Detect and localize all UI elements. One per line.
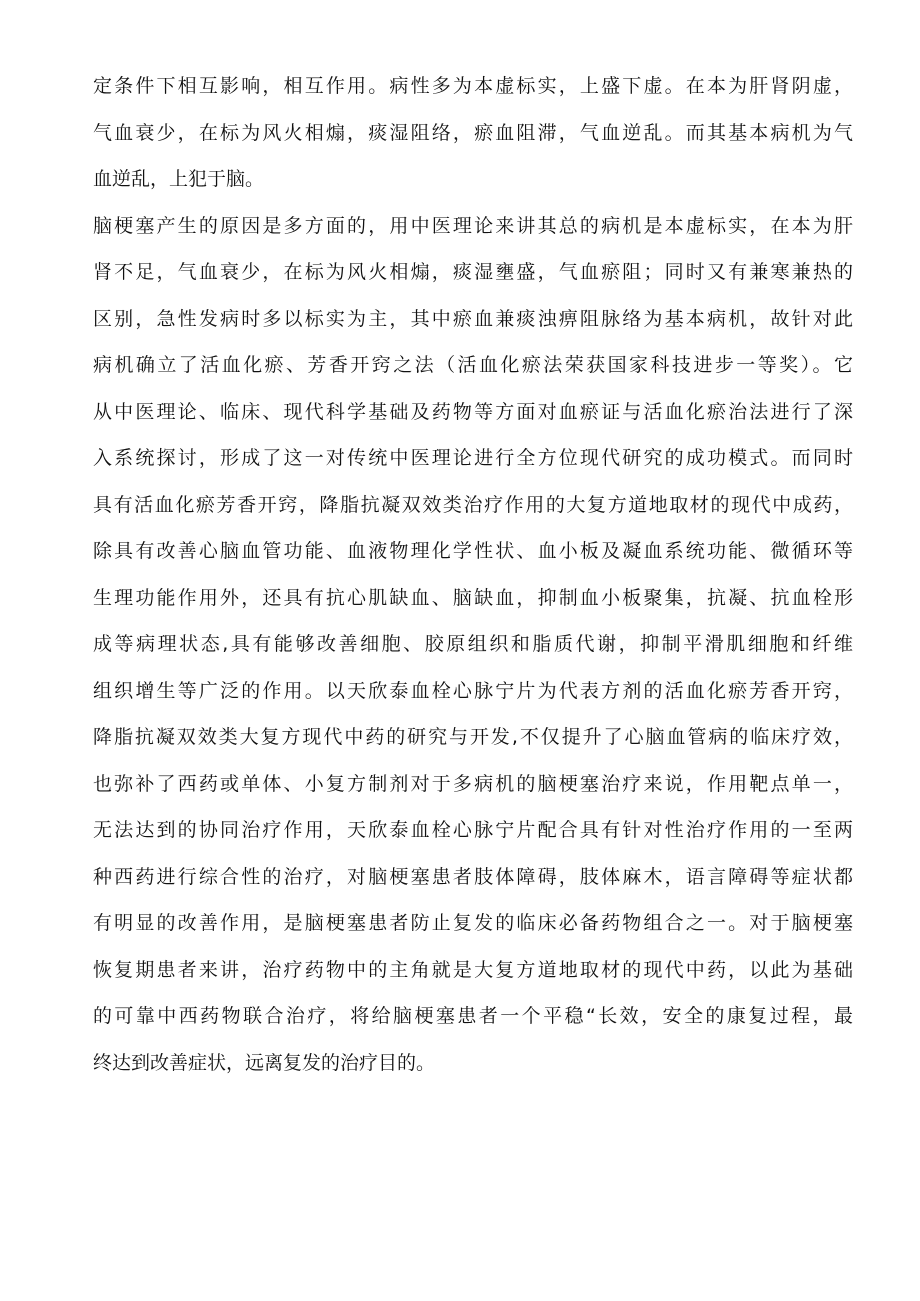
text-line: 定条件下相互影响，相互作用。病性多为本虚标实，上盛下虚。在本为肝肾阴虚， <box>93 75 853 97</box>
paragraph <box>93 66 853 206</box>
text-line: 肾不足，气血衰少，在标为风火相煽，痰湿壅盛，气血瘀阻；同时又有兼寒兼热的 <box>93 261 853 283</box>
text-line: 恢复期患者来讲，治疗药物中的主角就是大复方道地取材的现代中药，以此为基础 <box>93 958 853 981</box>
text-line: 种西药进行综合性的治疗，对脑梗塞患者肢体障碍，肢体麻木，语言障碍等症状都 <box>93 865 853 888</box>
paragraph <box>93 206 853 1090</box>
text-line: 病机确立了活血化瘀、芳香开窍之法（活血化瘀法荣获国家科技进步一等奖）。它 <box>93 354 853 376</box>
text-line: 具有活血化瘀芳香开窍，降脂抗凝双效类治疗作用的大复方道地取材的现代中成药， <box>93 493 853 516</box>
text-line: 组织增生等广泛的作用。以天欣泰血栓心脉宁片为代表方剂的活血化瘀芳香开窍， <box>93 679 853 702</box>
text-line: 成等病理状态,具有能够改善细胞、胶原组织和脂质代谢，抑制平滑肌细胞和纤维 <box>93 633 853 655</box>
text-line: 入系统探讨，形成了这一对传统中医理论进行全方位现代研究的成功模式。而同时 <box>93 447 853 469</box>
text-line: 脑梗塞产生的原因是多方面的，用中医理论来讲其总的病机是本虚标实，在本为肝 <box>93 214 853 237</box>
text-line: 血逆乱，上犯于脑。 <box>93 168 265 190</box>
text-line: 除具有改善心脑血管功能、血液物理化学性状、血小板及凝血系统功能、微循环等 <box>93 540 853 562</box>
text-line: 生理功能作用外，还具有抗心肌缺血、脑缺血，抑制血小板聚集，抗凝、抗血栓形 <box>93 586 853 609</box>
text-line: 终达到改善症状，远离复发的治疗目的。 <box>93 1051 436 1074</box>
document-body <box>93 66 853 1089</box>
text-line: 气血衰少，在标为风火相煽，痰湿阻络，瘀血阻滞，气血逆乱。而其基本病机为气 <box>93 121 853 144</box>
text-line: 无法达到的协同治疗作用，天欣泰血栓心脉宁片配合具有针对性治疗作用的一至两 <box>93 819 853 841</box>
text-line: 的可靠中西药物联合治疗，将给脑梗塞患者一个平稳“长效，安全的康复过程，最 <box>93 1005 853 1027</box>
text-line: 有明显的改善作用，是脑梗塞患者防止复发的临床必备药物组合之一。对于脑梗塞 <box>93 912 853 934</box>
text-line: 区别，急性发病时多以标实为主，其中瘀血兼痰浊痹阻脉络为基本病机，故针对此 <box>93 307 853 330</box>
text-line: 从中医理论、临床、现代科学基础及药物等方面对血瘀证与活血化瘀治法进行了深 <box>93 400 853 423</box>
text-line: 也弥补了西药或单体、小复方制剂对于多病机的脑梗塞治疗来说，作用靶点单一， <box>93 772 853 795</box>
text-line: 降脂抗凝双效类大复方现代中药的研究与开发,不仅提升了心脑血管病的临床疗效， <box>93 726 853 748</box>
